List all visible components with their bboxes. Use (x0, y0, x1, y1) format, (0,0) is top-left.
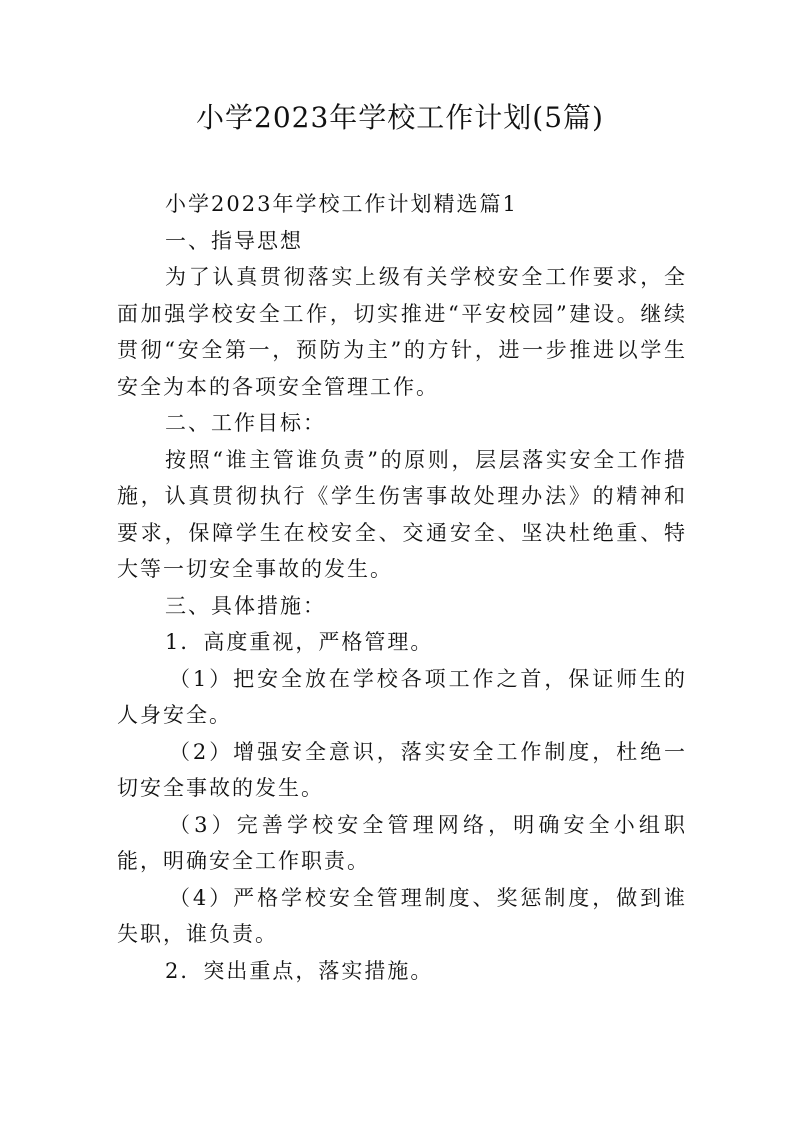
document-body (117, 186, 687, 989)
section-heading: 一、指导思想 (165, 228, 303, 253)
list-item: （2）增强安全意识，落实安全工作制度，杜绝一切安全事故的发生。 (117, 739, 687, 800)
paragraph: 为了认真贯彻落实上级有关学校安全工作要求，全面加强学校安全工作，切实推进“平安校园”建设。继续贯彻“安全第一，预防为主”的方针，进一步推进以学生安全为本的各项安全管理工作。 (117, 265, 687, 399)
list-item: 1．高度重视，严格管理。 (165, 630, 434, 654)
list-item: （4）严格学校安全管理制度、奖惩制度，做到谁失职，谁负责。 (117, 885, 687, 946)
section-heading: 二、工作目标： (165, 411, 326, 435)
section-heading: 三、具体措施： (165, 593, 326, 618)
list-item: （3）完善学校安全管理网络，明确安全小组职能，明确安全工作职责。 (117, 812, 687, 873)
section-heading: 小学2023年学校工作计划精选篇1 (165, 192, 518, 216)
paragraph: 按照“谁主管谁负责”的原则，层层落实安全工作措施，认真贯彻执行《学生伤害事故处理办法》的精神和要求，保障学生在校安全、交通安全、坚决杜绝重、特大等一切安全事故的发生。 (117, 447, 687, 581)
list-item: 2．突出重点，落实措施。 (165, 958, 434, 983)
list-item: （1）把安全放在学校各项工作之首，保证师生的人身安全。 (117, 666, 687, 727)
document-title: 小学2023年学校工作计划(5篇) (196, 101, 604, 134)
